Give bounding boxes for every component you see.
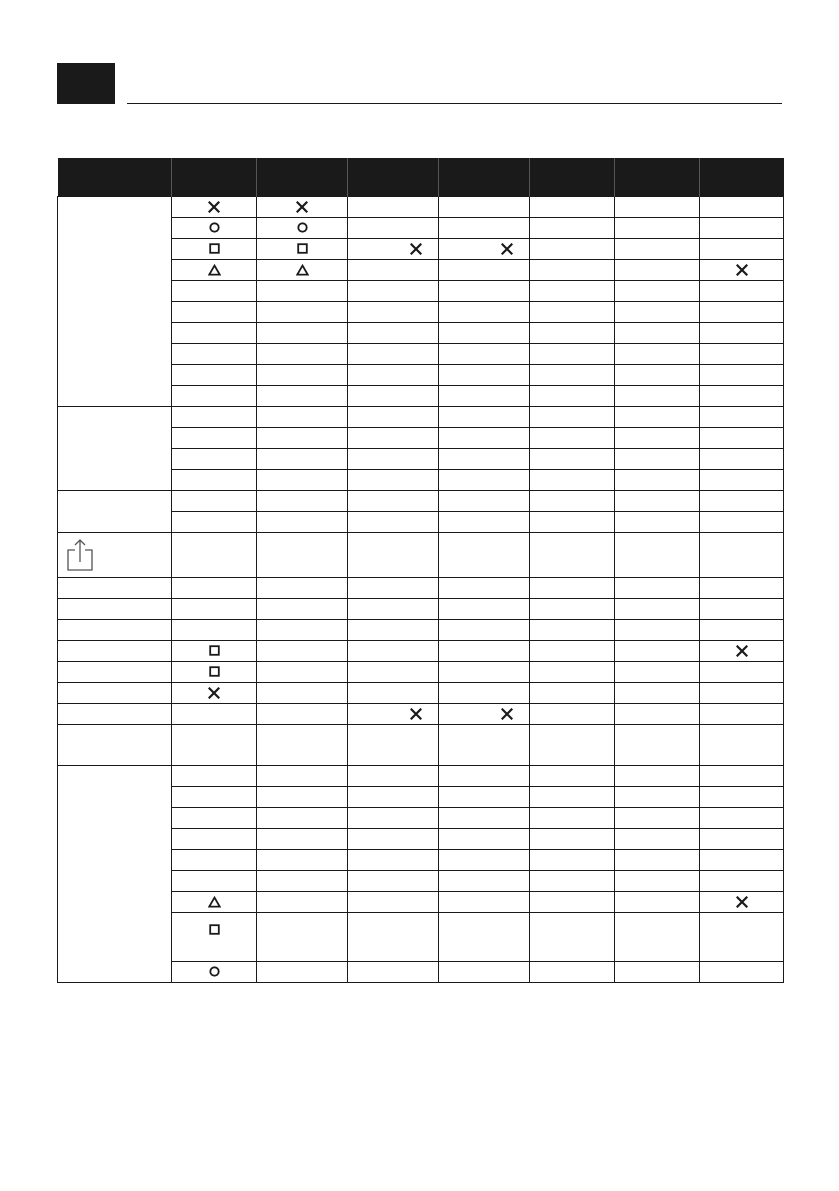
mapping-cell (439, 470, 530, 491)
mapping-cell (257, 491, 348, 512)
mapping-cell (615, 407, 700, 428)
mapping-cell (257, 641, 348, 662)
mapping-cell (257, 913, 348, 962)
mapping-cell (700, 787, 784, 808)
mapping-cell (348, 766, 439, 787)
square-icon (209, 924, 220, 935)
mapping-cell (530, 197, 615, 218)
mapping-cell (348, 407, 439, 428)
table-row (58, 491, 784, 512)
mapping-cell (700, 808, 784, 829)
mapping-cell (615, 260, 700, 281)
group-label-cell (58, 662, 172, 683)
mapping-cell (615, 449, 700, 470)
mapping-cell (439, 725, 530, 766)
mapping-cell (172, 850, 257, 871)
mapping-cell (700, 533, 784, 578)
mapping-cell (172, 365, 257, 386)
mapping-cell (530, 599, 615, 620)
mapping-cell (348, 662, 439, 683)
mapping-cell (615, 578, 700, 599)
mapping-cell (348, 829, 439, 850)
mapping-cell (530, 281, 615, 302)
mapping-cell (348, 892, 439, 913)
mapping-cell (257, 365, 348, 386)
circle-icon (209, 222, 220, 233)
group-label-cell (58, 725, 172, 766)
mapping-cell (348, 281, 439, 302)
table-row (58, 725, 784, 766)
mapping-cell (530, 239, 615, 260)
mapping-cell (348, 218, 439, 239)
mapping-cell (257, 787, 348, 808)
mapping-cell (615, 662, 700, 683)
mapping-cell (530, 449, 615, 470)
mapping-cell (700, 344, 784, 365)
mapping-cell (530, 407, 615, 428)
cross-icon (208, 687, 220, 699)
square-icon (209, 243, 220, 254)
mapping-cell (348, 578, 439, 599)
cross-icon (410, 708, 422, 720)
mapping-cell (700, 449, 784, 470)
mapping-cell (615, 302, 700, 323)
mapping-cell (700, 725, 784, 766)
mapping-cell (530, 323, 615, 344)
mapping-cell (700, 578, 784, 599)
group-label-cell (58, 641, 172, 662)
mapping-cell (439, 533, 530, 578)
mapping-cell (530, 386, 615, 407)
cross-icon (410, 243, 422, 255)
mapping-cell (348, 787, 439, 808)
mapping-cell (615, 512, 700, 533)
mapping-cell (530, 302, 615, 323)
group-label-cell (58, 683, 172, 704)
mapping-cell (700, 704, 784, 725)
mapping-cell (439, 578, 530, 599)
mapping-cell (439, 620, 530, 641)
mapping-cell (700, 892, 784, 913)
mapping-cell (172, 197, 257, 218)
mapping-cell (439, 913, 530, 962)
mapping-cell (439, 365, 530, 386)
mapping-cell (257, 470, 348, 491)
mapping-cell (700, 871, 784, 892)
mapping-cell (615, 470, 700, 491)
group-label-cell (58, 766, 172, 983)
mapping-cell (700, 386, 784, 407)
mapping-cell (172, 344, 257, 365)
mapping-cell (615, 365, 700, 386)
mapping-cell (530, 344, 615, 365)
mapping-cell (700, 766, 784, 787)
cross-icon (736, 264, 748, 276)
cross-icon (501, 708, 513, 720)
mapping-cell (348, 533, 439, 578)
mapping-cell (348, 725, 439, 766)
cross-icon (736, 896, 748, 908)
mapping-cell (700, 962, 784, 983)
mapping-cell (257, 962, 348, 983)
mapping-cell (530, 704, 615, 725)
mapping-cell (439, 407, 530, 428)
group-label-cell (58, 578, 172, 599)
mapping-cell (530, 683, 615, 704)
mapping-cell (439, 281, 530, 302)
mapping-cell (172, 533, 257, 578)
mapping-cell (530, 512, 615, 533)
mapping-cell (615, 641, 700, 662)
mapping-cell (348, 704, 439, 725)
mapping-cell (257, 599, 348, 620)
mapping-cell (530, 913, 615, 962)
mapping-cell (700, 641, 784, 662)
mapping-cell (439, 260, 530, 281)
mapping-cell (348, 599, 439, 620)
mapping-cell (530, 829, 615, 850)
table-row (58, 599, 784, 620)
mapping-cell (257, 239, 348, 260)
mapping-cell (172, 281, 257, 302)
mapping-cell (530, 787, 615, 808)
cross-icon (208, 201, 220, 213)
mapping-cell (172, 620, 257, 641)
table-row (58, 407, 784, 428)
mapping-cell (615, 323, 700, 344)
mapping-cell (439, 428, 530, 449)
mapping-cell (530, 470, 615, 491)
mapping-cell (530, 871, 615, 892)
circle-icon (209, 966, 220, 977)
table-row (58, 641, 784, 662)
mapping-cell (172, 599, 257, 620)
mapping-cell (530, 260, 615, 281)
mapping-cell (257, 892, 348, 913)
mapping-cell (700, 197, 784, 218)
table-row (58, 578, 784, 599)
square-icon (209, 645, 220, 656)
mapping-cell (257, 407, 348, 428)
mapping-cell (530, 533, 615, 578)
mapping-cell (257, 683, 348, 704)
column-header (615, 158, 700, 197)
mapping-cell (348, 344, 439, 365)
column-header (700, 158, 784, 197)
mapping-cell (700, 428, 784, 449)
mapping-cell (348, 323, 439, 344)
mapping-cell (172, 641, 257, 662)
mapping-cell (439, 449, 530, 470)
table-row (58, 197, 784, 218)
triangle-icon (296, 264, 309, 276)
mapping-cell (172, 512, 257, 533)
mapping-cell (700, 512, 784, 533)
mapping-cell (257, 725, 348, 766)
mapping-cell (172, 578, 257, 599)
mapping-cell (348, 850, 439, 871)
group-label-cell (58, 704, 172, 725)
mapping-cell (348, 512, 439, 533)
mapping-cell (700, 239, 784, 260)
mapping-cell (439, 218, 530, 239)
mapping-cell (439, 683, 530, 704)
mapping-cell (615, 808, 700, 829)
mapping-cell (700, 620, 784, 641)
mapping-cell (172, 407, 257, 428)
mapping-cell (257, 302, 348, 323)
table-row (58, 704, 784, 725)
mapping-cell (172, 725, 257, 766)
mapping-cell (172, 829, 257, 850)
mapping-cell (439, 197, 530, 218)
mapping-cell (348, 470, 439, 491)
mapping-cell (348, 962, 439, 983)
mapping-cell (615, 344, 700, 365)
mapping-cell (348, 871, 439, 892)
mapping-cell (172, 491, 257, 512)
mapping-cell (700, 302, 784, 323)
table-body (58, 197, 784, 983)
mapping-cell (439, 344, 530, 365)
mapping-cell (615, 892, 700, 913)
mapping-cell (439, 829, 530, 850)
mapping-cell (172, 892, 257, 913)
mapping-cell (257, 323, 348, 344)
mapping-cell (172, 428, 257, 449)
mapping-cell (439, 808, 530, 829)
mapping-cell (615, 428, 700, 449)
share-icon (65, 538, 95, 577)
table-row (58, 766, 784, 787)
mapping-cell (530, 662, 615, 683)
mapping-cell (615, 533, 700, 578)
triangle-icon (208, 264, 221, 276)
mapping-cell (172, 962, 257, 983)
mapping-cell (257, 449, 348, 470)
mapping-cell (615, 239, 700, 260)
button-mapping-table (57, 158, 784, 983)
mapping-cell (439, 766, 530, 787)
cross-icon (501, 243, 513, 255)
column-header (439, 158, 530, 197)
mapping-cell (700, 218, 784, 239)
mapping-cell (615, 962, 700, 983)
mapping-cell (348, 641, 439, 662)
mapping-cell (615, 725, 700, 766)
table-row (58, 683, 784, 704)
mapping-cell (348, 365, 439, 386)
mapping-cell (700, 365, 784, 386)
group-label-cell (58, 599, 172, 620)
column-header (58, 158, 172, 197)
table-header-row (58, 158, 784, 197)
table-row (58, 620, 784, 641)
mapping-cell (700, 323, 784, 344)
mapping-cell (257, 871, 348, 892)
mapping-cell (530, 620, 615, 641)
mapping-cell (615, 218, 700, 239)
mapping-cell (700, 913, 784, 962)
mapping-cell (172, 766, 257, 787)
mapping-cell (257, 386, 348, 407)
column-header (348, 158, 439, 197)
square-icon (209, 666, 220, 677)
mapping-cell (172, 260, 257, 281)
mapping-cell (348, 428, 439, 449)
mapping-cell (348, 913, 439, 962)
mapping-cell (348, 386, 439, 407)
mapping-cell (439, 892, 530, 913)
mapping-cell (615, 913, 700, 962)
mapping-cell (172, 787, 257, 808)
mapping-cell (257, 512, 348, 533)
circle-icon (297, 222, 308, 233)
mapping-cell (257, 260, 348, 281)
mapping-cell (172, 808, 257, 829)
mapping-cell (615, 871, 700, 892)
mapping-cell (257, 766, 348, 787)
mapping-cell (439, 302, 530, 323)
mapping-cell (439, 850, 530, 871)
mapping-cell (530, 766, 615, 787)
mapping-cell (439, 512, 530, 533)
mapping-cell (615, 704, 700, 725)
mapping-cell (172, 386, 257, 407)
mapping-cell (530, 218, 615, 239)
mapping-cell (257, 808, 348, 829)
triangle-icon (208, 896, 221, 908)
mapping-cell (615, 281, 700, 302)
mapping-cell (172, 683, 257, 704)
column-header (172, 158, 257, 197)
mapping-cell (700, 599, 784, 620)
mapping-cell (172, 323, 257, 344)
group-label-cell (58, 620, 172, 641)
mapping-cell (257, 428, 348, 449)
mapping-cell (172, 449, 257, 470)
mapping-cell (257, 578, 348, 599)
column-header (530, 158, 615, 197)
mapping-cell (439, 386, 530, 407)
mapping-cell (615, 386, 700, 407)
mapping-cell (348, 620, 439, 641)
mapping-cell (439, 871, 530, 892)
mapping-cell (348, 302, 439, 323)
mapping-cell (615, 491, 700, 512)
mapping-cell (615, 620, 700, 641)
mapping-cell (615, 766, 700, 787)
mapping-cell (257, 197, 348, 218)
group-label-cell (58, 197, 172, 407)
mapping-cell (348, 491, 439, 512)
mapping-cell (348, 197, 439, 218)
mapping-cell (439, 962, 530, 983)
mapping-cell (257, 218, 348, 239)
mapping-cell (615, 850, 700, 871)
mapping-cell (615, 197, 700, 218)
mapping-cell (439, 491, 530, 512)
mapping-cell (439, 239, 530, 260)
column-header (257, 158, 348, 197)
cross-icon (296, 201, 308, 213)
mapping-cell (439, 599, 530, 620)
mapping-cell (172, 913, 257, 962)
mapping-cell (700, 281, 784, 302)
mapping-cell (530, 892, 615, 913)
mapping-cell (700, 407, 784, 428)
table-row (58, 533, 784, 578)
mapping-cell (615, 599, 700, 620)
mapping-cell (530, 962, 615, 983)
mapping-cell (700, 850, 784, 871)
mapping-cell (700, 260, 784, 281)
mapping-cell (257, 704, 348, 725)
mapping-cell (615, 683, 700, 704)
mapping-cell (439, 704, 530, 725)
mapping-cell (700, 683, 784, 704)
mapping-cell (530, 365, 615, 386)
mapping-cell (530, 491, 615, 512)
mapping-cell (172, 302, 257, 323)
mapping-cell (700, 662, 784, 683)
mapping-cell (615, 787, 700, 808)
section-tab (57, 63, 115, 104)
mapping-cell (172, 470, 257, 491)
mapping-cell (172, 662, 257, 683)
group-label-cell (58, 533, 172, 578)
mapping-cell (257, 344, 348, 365)
mapping-cell (348, 449, 439, 470)
mapping-cell (439, 787, 530, 808)
mapping-cell (348, 808, 439, 829)
mapping-cell (700, 829, 784, 850)
mapping-cell (257, 620, 348, 641)
cross-icon (736, 645, 748, 657)
mapping-cell (348, 260, 439, 281)
mapping-cell (348, 683, 439, 704)
mapping-cell (257, 850, 348, 871)
mapping-cell (530, 641, 615, 662)
square-icon (297, 243, 308, 254)
mapping-cell (530, 808, 615, 829)
mapping-cell (700, 491, 784, 512)
mapping-cell (530, 725, 615, 766)
mapping-cell (348, 239, 439, 260)
mapping-cell (172, 704, 257, 725)
mapping-cell (439, 662, 530, 683)
mapping-cell (700, 470, 784, 491)
mapping-cell (439, 641, 530, 662)
mapping-cell (172, 239, 257, 260)
mapping-cell (172, 218, 257, 239)
group-label-cell (58, 491, 172, 533)
group-label-cell (58, 407, 172, 491)
mapping-cell (530, 428, 615, 449)
mapping-cell (257, 829, 348, 850)
mapping-cell (257, 662, 348, 683)
mapping-cell (257, 533, 348, 578)
mapping-cell (257, 281, 348, 302)
mapping-cell (172, 871, 257, 892)
table-row (58, 662, 784, 683)
mapping-cell (439, 323, 530, 344)
mapping-cell (615, 829, 700, 850)
mapping-cell (530, 850, 615, 871)
mapping-cell (530, 578, 615, 599)
header-rule (127, 103, 782, 104)
